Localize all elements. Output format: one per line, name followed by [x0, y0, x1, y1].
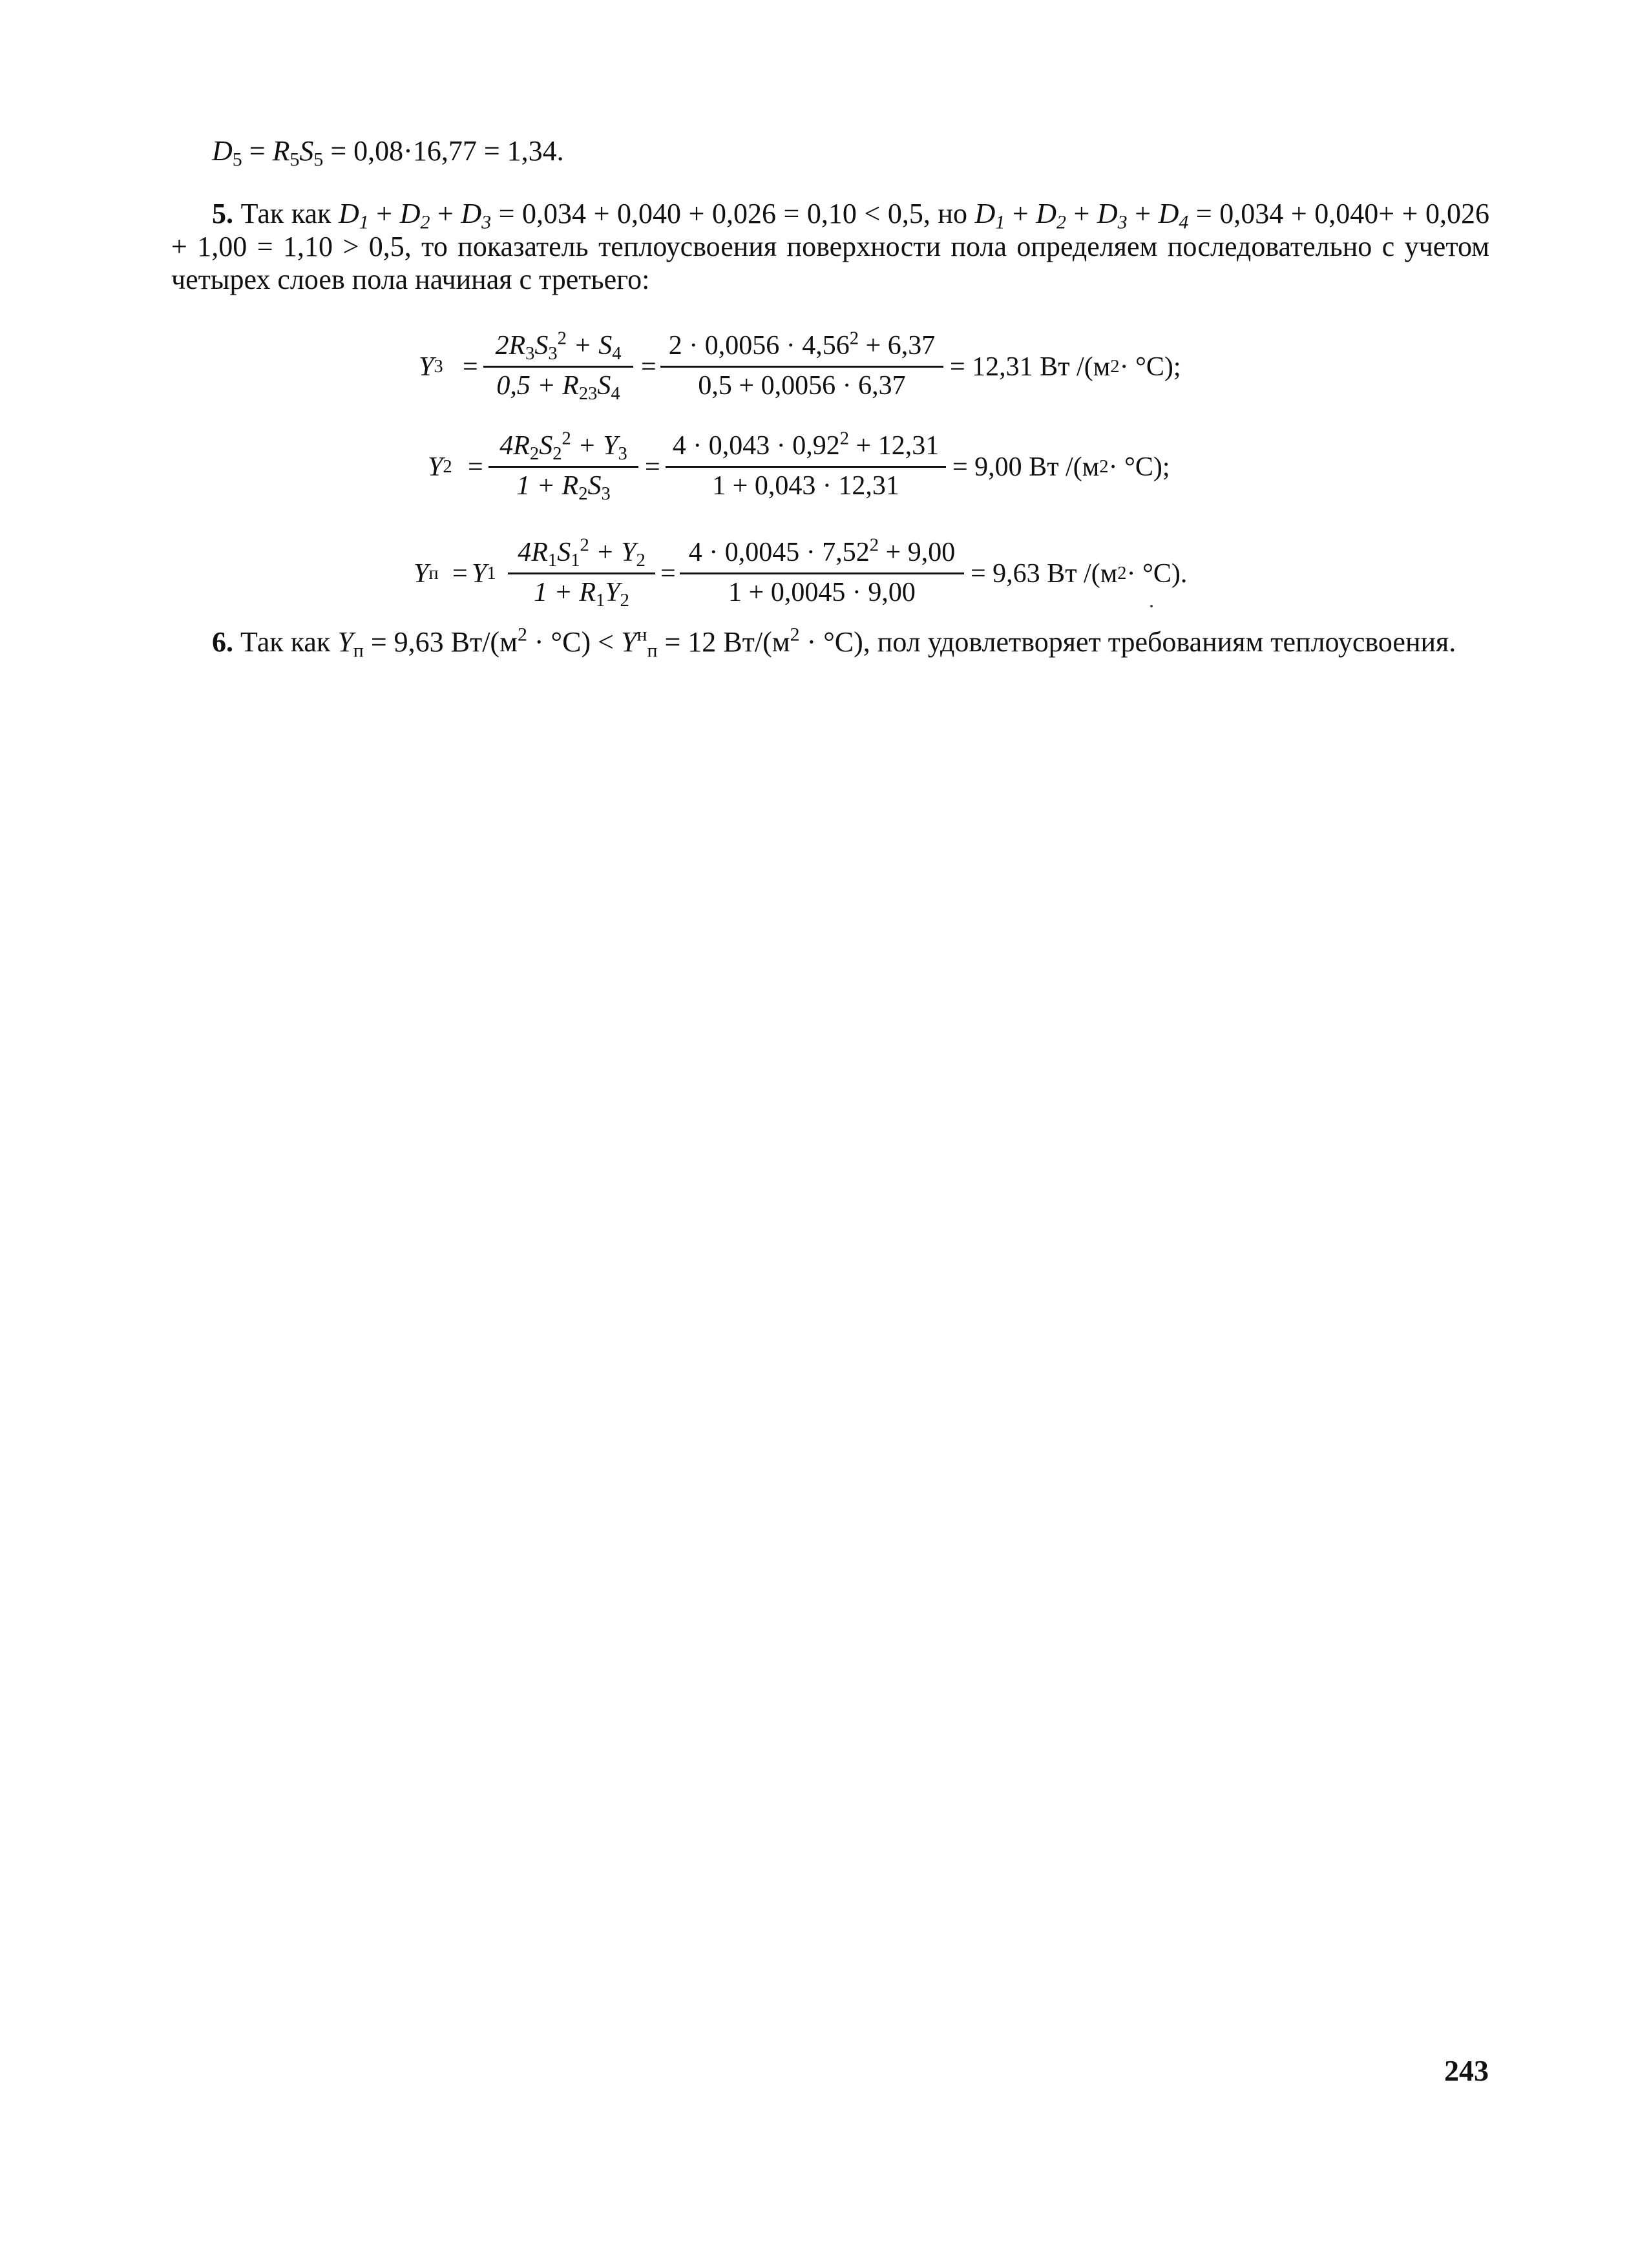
var-s: S [299, 135, 314, 167]
sub: 3 [601, 483, 611, 504]
fraction-symbolic [508, 522, 655, 625]
sub: 1 [547, 550, 558, 571]
result: = 9,00 Вт /(м 2 · °С); [952, 452, 1170, 482]
term: S [557, 538, 571, 567]
fraction-numeric [680, 522, 964, 625]
var-d1: $D_1$ [339, 198, 369, 233]
var-y: Y [472, 559, 487, 589]
denominator [483, 370, 633, 402]
var-y: Y [414, 559, 429, 589]
sup: н [636, 624, 647, 646]
text: = 12,31 Вт /(м [950, 352, 1111, 382]
text: = 12 Вт/(м [657, 626, 790, 658]
text: + [1127, 198, 1159, 229]
var-d3: $D_3$ [461, 198, 492, 233]
term: 1 + R [516, 471, 579, 501]
fraction-symbolic [488, 415, 638, 519]
eq-lhs: Y 3 [419, 352, 443, 382]
sub: п [647, 640, 658, 662]
term: 1 + R [534, 578, 596, 607]
sub: 3 [618, 443, 627, 464]
numerator [508, 536, 655, 569]
page-number: 243 [1444, 2054, 1489, 2087]
sub: 2 [636, 550, 646, 571]
equation-y3 [0, 315, 1649, 419]
var-y: Y [428, 452, 443, 482]
term: + 12,31 [849, 431, 940, 461]
equals: = [468, 452, 483, 482]
text: = 0,034 + 0,040+ + 0,026 + 1,00 = 1,10 > 0,5, то показатель теплоусвоения поверхности пола определяем последовательно с учетом четырех слоев пола начиная с третьего: [171, 198, 1489, 295]
fraction-numeric [660, 315, 943, 419]
term: S [587, 471, 602, 501]
numerator [680, 536, 964, 569]
sub: 1 [571, 550, 580, 571]
term: 4 · 0,0045 · 7,52 [688, 538, 870, 567]
eq-lhs: Y 2 [428, 452, 452, 482]
term: 4 · 0,043 · 0,92 [672, 431, 840, 461]
var-d3: $D_3$ [1097, 198, 1128, 233]
equals: = [641, 352, 656, 382]
numerator [488, 430, 638, 462]
fraction-bar [666, 466, 946, 468]
var-d: D [212, 135, 233, 167]
sub: 4 [612, 343, 622, 364]
text: = 0,034 + 0,040 + 0,026 = 0,10 < 0,5, но [491, 198, 975, 229]
sup: 2 [849, 328, 859, 349]
sup: 2 [869, 535, 879, 556]
term: 0,5 + R [496, 371, 579, 401]
var-y: Y [620, 626, 637, 658]
text: · °С) < [527, 626, 621, 658]
result: = 12,31 Вт /(м 2 · °С); [950, 352, 1181, 382]
denominator [488, 470, 638, 502]
term: + 9,00 [879, 538, 956, 567]
term: Y [605, 578, 620, 607]
denominator: 1 + 0,043 · 12,31 [712, 471, 899, 501]
sup: 2 [580, 535, 589, 556]
item-number: 5. [212, 198, 233, 229]
fraction-numeric [666, 415, 946, 519]
sup: 2 [839, 428, 850, 449]
term: 2R [495, 331, 526, 361]
fraction-symbolic [483, 315, 633, 419]
term: 2 · 0,0056 · 4,56 [668, 331, 850, 361]
equation-y2 [0, 415, 1649, 519]
multiplier-y1: Y 1 [472, 559, 496, 589]
var-d2: $D_2$ [1036, 198, 1066, 233]
sub: 4 [611, 383, 620, 404]
equals: = [660, 559, 676, 589]
denominator: 1 + 0,0045 · 9,00 [728, 578, 916, 607]
fraction-bar [660, 366, 943, 368]
sup: 2 [517, 624, 527, 646]
text: Так как [233, 198, 339, 229]
d5-formula-line [212, 134, 564, 171]
sub: 5 [289, 149, 300, 171]
item-number: 6. [212, 626, 233, 658]
text: + [430, 198, 461, 229]
var-y: Y [419, 352, 434, 382]
text: + [1005, 198, 1036, 229]
sup: 2 [562, 428, 571, 449]
denominator [508, 576, 655, 609]
text: · °С). [1126, 559, 1188, 589]
fraction-bar [483, 366, 633, 368]
sub: 2 [620, 590, 629, 611]
term: + Y [571, 431, 618, 461]
denominator: 0,5 + 0,0056 · 6,37 [698, 371, 906, 401]
numerator [660, 330, 943, 362]
text: = 9,63 Вт/(м [363, 626, 518, 658]
sub: 2 [529, 443, 540, 464]
equals: = [463, 352, 478, 382]
result: = 9,63 Вт /(м 2 · °С). [971, 559, 1188, 589]
fraction-bar [680, 572, 964, 574]
text: + [368, 198, 400, 229]
sub: 1 [596, 590, 605, 611]
var-d1: $D_1$ [974, 198, 1005, 233]
numerator [483, 330, 633, 362]
text: + [1066, 198, 1097, 229]
equals: = [452, 559, 468, 589]
d5-value: = 0,08·16,77 = 1,34. [323, 135, 564, 167]
equals: = [645, 452, 660, 482]
fraction-bar [508, 572, 655, 574]
sup: 2 [557, 328, 567, 349]
text: · °С); [1119, 352, 1181, 382]
var-d2: $D_2$ [399, 198, 430, 233]
var-d4: $D_4$ [1158, 198, 1189, 233]
text: = 9,00 Вт /(м [952, 452, 1100, 482]
term: 4R [499, 431, 530, 461]
equals: = [242, 135, 273, 167]
term: + Y [589, 538, 636, 567]
sup: 2 [790, 624, 800, 646]
sub: 2 [578, 483, 588, 504]
text: = 9,63 Вт /(м [971, 559, 1118, 589]
sub: 3 [525, 343, 535, 364]
var-r: R [272, 135, 290, 167]
paragraph-6 [171, 624, 1489, 662]
term: + S [566, 331, 613, 361]
term: S [597, 371, 611, 401]
sub: 3 [548, 343, 558, 364]
sub: 23 [578, 383, 598, 404]
term: 4R [518, 538, 548, 567]
paragraph-5 [171, 197, 1489, 296]
var-y: Y [337, 626, 353, 658]
term: S [534, 331, 549, 361]
sub: 2 [552, 443, 562, 464]
numerator [666, 430, 946, 462]
sub: 5 [313, 149, 324, 171]
sub: п [353, 640, 364, 662]
text: · °С); [1108, 452, 1170, 482]
sub: 5 [232, 149, 242, 171]
print-speck [1150, 605, 1153, 607]
term: + 6,37 [859, 331, 936, 361]
equation-yp [0, 522, 1649, 625]
text: · °С), пол удовлетворяет требованиям теплоусвоения. [799, 626, 1456, 658]
eq-lhs: Y п [414, 559, 439, 589]
text: Так как [233, 626, 338, 658]
fraction-bar [488, 466, 638, 468]
term: S [539, 431, 553, 461]
